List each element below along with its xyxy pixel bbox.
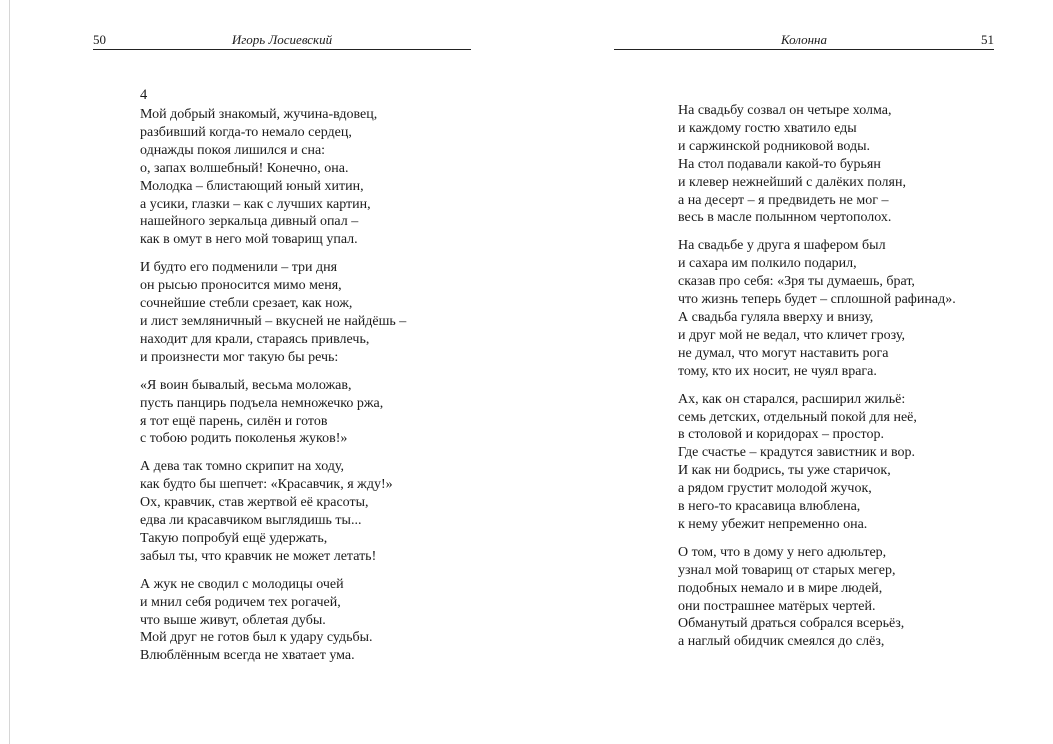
poem-line: как в омут в него мой товарищ упал.	[140, 232, 358, 248]
poem-line: и лист земляничный – вкусней не найдёшь –	[140, 313, 407, 329]
poem-line: разбивший когда-то немало сердец,	[140, 124, 352, 140]
poem-line: Мой добрый знакомый, жучина-вдовец,	[140, 107, 378, 122]
left-page	[93, 0, 471, 744]
poem-line: пусть панцирь подъела немножечко ржа,	[140, 395, 384, 411]
poem-line: подобных немало и в мире людей,	[678, 580, 883, 596]
poem-line: На свадьбу созвал он четыре холма,	[678, 103, 892, 118]
poem-line: однажды покоя лишился и сна:	[140, 142, 326, 158]
stanza	[140, 458, 406, 565]
poem-line: как будто бы шепчет: «Красавчик, я жду!»	[140, 477, 393, 493]
stanza	[140, 377, 406, 449]
poem-line: На стол подавали какой-то бурьян	[678, 156, 881, 172]
poem-line: «Я воин бывалый, весьма моложав,	[140, 377, 352, 393]
stanza	[678, 102, 956, 227]
stanza	[140, 259, 406, 366]
poem-line: А свадьба гуляла вверху и внизу,	[678, 309, 874, 325]
poem-line: что выше живут, облетая дубы.	[140, 612, 326, 628]
left-page-header	[93, 30, 471, 50]
page-number: 50	[93, 32, 106, 47]
poem-line: и произнести мог такую бы речь:	[140, 349, 339, 365]
poem-line: о, запах волшебный! Конечно, она.	[140, 160, 349, 176]
running-head-author: Игорь Лосиевский	[231, 32, 333, 47]
poem-line: а усики, глазки – как с лучших картин,	[140, 196, 371, 212]
poem-line: На свадьбе у друга я шафером был	[678, 238, 886, 254]
poem-line: И будто его подменили – три дня	[140, 260, 338, 276]
poem-line: семь детских, отдельный покой для неё,	[678, 409, 917, 425]
poem-line: О том, что в дому у него адюльтер,	[678, 544, 887, 560]
poem-line: И как ни бодрись, ты уже старичок,	[678, 463, 891, 479]
poem-line: тому, кто их носит, не чуял врага.	[678, 363, 877, 379]
poem-line: он рысью проносится мимо меня,	[140, 278, 342, 294]
poem-line: сказав про себя: «Зря ты думаешь, брат,	[678, 274, 915, 290]
stanza	[678, 544, 956, 651]
stanza	[140, 576, 406, 666]
poem-line: в него-то красавица влюблена,	[678, 499, 861, 515]
poem-line: и мнил себя родичем тех рогачей,	[140, 594, 341, 610]
poem-line: а на десерт – я предвидеть не мог –	[678, 192, 889, 208]
section-number: 4	[140, 87, 148, 103]
page-edge-line	[9, 0, 10, 744]
poem-line: забыл ты, что кравчик не может летать!	[140, 548, 377, 564]
poem-line: сочнейшие стебли срезает, как нож,	[140, 296, 353, 312]
poem-line: что жизнь теперь будет – сплошной рафинад».	[678, 292, 956, 308]
poem-line: Мой друг не готов был к удару судьбы.	[140, 630, 373, 646]
right-poem	[678, 102, 956, 661]
poem-line: и каждому гостю хватило еды	[678, 120, 857, 136]
poem-line: а наглый обидчик смеялся до слёз,	[678, 634, 885, 650]
right-page	[614, 0, 994, 744]
poem-line: Такую попробуй ещё удержать,	[140, 530, 328, 546]
poem-line: Влюблённым всегда не хватает ума.	[140, 648, 355, 664]
stanza	[140, 106, 406, 249]
poem-line: весь в масле полынном чертополох.	[678, 210, 892, 226]
left-stanzas	[140, 106, 406, 665]
poem-line: едва ли красавчиком выглядишь ты...	[140, 513, 362, 529]
poem-line: Обманутый драться собрался всерьёз,	[678, 616, 905, 632]
poem-line: они пострашнее матёрых чертей.	[678, 598, 876, 614]
poem-line: Ах, как он старался, расширил жильё:	[678, 391, 906, 407]
page-number: 51	[981, 32, 994, 47]
stanza	[678, 391, 956, 534]
running-head-title: Колонна	[780, 32, 828, 47]
poem-line: в столовой и коридорах – простор.	[678, 427, 884, 443]
poem-line: и клевер нежнейший с далёких полян,	[678, 174, 906, 190]
poem-line: и сахара им полкило подарил,	[678, 256, 857, 272]
poem-line: нашейного зеркальца дивный опал –	[140, 214, 359, 230]
poem-line: Молодка – блистающий юный хитин,	[140, 178, 364, 194]
poem-line: Ох, кравчик, став жертвой её красоты,	[140, 495, 369, 511]
poem-line: находит для крали, стараясь привлечь,	[140, 331, 370, 347]
poem-line: к нему убежит непременно она.	[678, 516, 868, 532]
poem-line: а рядом грустит молодой жучок,	[678, 481, 872, 497]
poem-line: А жук не сводил с молодицы очей	[140, 576, 344, 592]
poem-line: А дева так томно скрипит на ходу,	[140, 459, 345, 475]
poem-line: узнал мой товарищ от старых мегер,	[678, 562, 896, 578]
poem-line: с тобою родить поколенья жуков!»	[140, 431, 348, 447]
stanza	[678, 237, 956, 380]
right-page-header	[614, 30, 994, 50]
poem-line: не думал, что могут наставить рога	[678, 345, 889, 361]
poem-line: я тот ещё парень, силён и готов	[140, 413, 328, 429]
poem-line: и друг мой не ведал, что кличет грозу,	[678, 327, 905, 343]
poem-line: и саржинской родниковой воды.	[678, 138, 870, 154]
left-poem	[140, 86, 406, 675]
right-stanzas	[678, 102, 956, 651]
poem-line: Где счастье – крадутся завистник и вор.	[678, 445, 916, 461]
